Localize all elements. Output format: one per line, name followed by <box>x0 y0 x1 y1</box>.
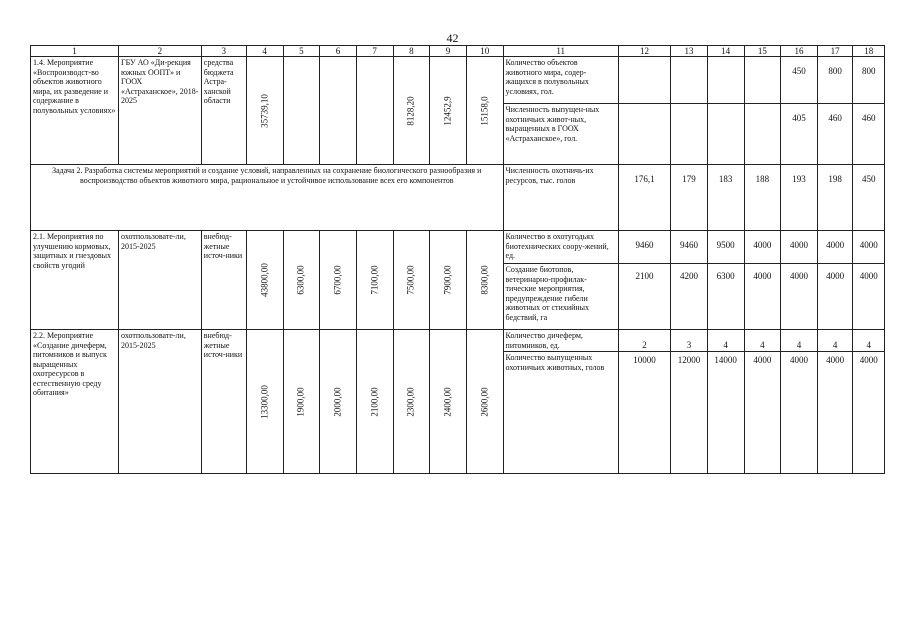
indicator-name: Численность охотничь-их ресурсов, тыс. голов <box>503 165 618 231</box>
amount-cell <box>393 231 430 330</box>
amount-cell <box>246 57 283 165</box>
indicator-name: Численность выпущен-ных охотничьих живот-ных, выращенных в ГООХ «Астраханское», гол. <box>503 104 618 165</box>
value-cell: 4 <box>817 330 853 352</box>
value-cell: 2 <box>618 330 670 352</box>
value-cell: 4000 <box>853 231 885 264</box>
measure-name: 1.4. Мероприятие «Воспроизводст-во объектов животного мира, их разведение и содержание в полувольных условиях» <box>31 57 119 165</box>
col-header: 10 <box>466 46 503 57</box>
value-cell: 4 <box>781 330 818 352</box>
executor: охотпользовате-ли, 2015-2025 <box>119 330 202 474</box>
col-header: 13 <box>671 46 708 57</box>
col-header: 1 <box>31 46 119 57</box>
amount-cell <box>393 57 430 165</box>
col-header: 4 <box>246 46 283 57</box>
value-cell: 176,1 <box>618 165 670 231</box>
value-cell: 198 <box>817 165 853 231</box>
col-header: 15 <box>744 46 781 57</box>
amount-value: 15158,0 <box>478 95 489 126</box>
value-cell: 2100 <box>618 264 670 330</box>
funding-source: внебюд-жетные источ-ники <box>201 330 246 474</box>
col-header: 9 <box>430 46 467 57</box>
empty-cell <box>707 57 744 104</box>
value-cell: 450 <box>853 165 885 231</box>
empty-cell <box>356 57 393 165</box>
amount-cell <box>430 231 467 330</box>
value-cell: 800 <box>817 57 853 104</box>
table-row <box>31 57 885 104</box>
amount-cell <box>283 330 320 474</box>
executor: ГБУ АО «Ди-рекция южных ООПТ» и ГООХ «Астраханское», 2018-2025 <box>119 57 202 165</box>
amount-value: 6700,00 <box>332 265 343 295</box>
value-cell: 460 <box>817 104 853 165</box>
value-cell: 4000 <box>781 231 818 264</box>
value-cell: 4000 <box>781 264 818 330</box>
value-cell: 800 <box>853 57 885 104</box>
value-cell: 14000 <box>707 352 744 474</box>
table-row <box>31 231 885 264</box>
empty-cell <box>744 104 781 165</box>
indicator-name: Создание биотопов, ветеринарно-профилак-тические мероприятия, предупреждение гибели животных от стихийных бедствий, га <box>503 264 618 330</box>
header-row <box>31 46 885 57</box>
empty-cell <box>744 57 781 104</box>
value-cell: 4000 <box>853 352 885 474</box>
amount-value: 2600,00 <box>478 386 489 417</box>
col-header: 14 <box>707 46 744 57</box>
value-cell: 179 <box>671 165 708 231</box>
col-header: 12 <box>618 46 670 57</box>
amount-value: 7900,00 <box>442 265 453 295</box>
funding-source: внебюд-жетные источ-ники <box>201 231 246 330</box>
indicator-name: Количество в охотугодьях биотехнических соору-жений, ед. <box>503 231 618 264</box>
value-cell: 12000 <box>671 352 708 474</box>
measure-name: 2.1. Мероприятия по улучшению кормовых, защитных и гнездовых свойств угодий <box>31 231 119 330</box>
col-header: 8 <box>393 46 430 57</box>
amount-cell <box>430 330 467 474</box>
empty-cell <box>618 104 670 165</box>
value-cell: 405 <box>781 104 818 165</box>
value-cell: 9460 <box>618 231 670 264</box>
funding-source: средства бюджета Астра-ханской области <box>201 57 246 165</box>
value-cell: 4000 <box>817 352 853 474</box>
amount-cell <box>430 57 467 165</box>
indicator-name: Количество объектов животного мира, содер-жащихся в полувольных условиях, гол. <box>503 57 618 104</box>
value-cell: 4200 <box>671 264 708 330</box>
value-cell: 4 <box>707 330 744 352</box>
task-row <box>31 165 885 231</box>
col-header: 18 <box>853 46 885 57</box>
value-cell: 188 <box>744 165 781 231</box>
col-header: 16 <box>781 46 818 57</box>
task-title: Задача 2. Разработка системы мероприятий и создание условий, направленных на сохранение биологического разнообразия и воспроизводство объектов животного мира, рациональное и устойчивое использование всех его компонентов <box>31 165 504 231</box>
col-header: 6 <box>320 46 357 57</box>
amount-cell <box>246 231 283 330</box>
value-cell: 9500 <box>707 231 744 264</box>
amount-value: 43800,00 <box>258 263 269 297</box>
amount-cell <box>320 330 357 474</box>
amount-cell <box>466 57 503 165</box>
value-cell: 9460 <box>671 231 708 264</box>
value-cell: 4000 <box>853 264 885 330</box>
col-header: 7 <box>356 46 393 57</box>
col-header: 2 <box>119 46 202 57</box>
amount-value: 6300,00 <box>295 265 306 295</box>
amount-cell <box>466 330 503 474</box>
indicator-name: Количество дичеферм, питомников, ед. <box>503 330 618 352</box>
value-cell: 4 <box>744 330 781 352</box>
amount-value: 2100,00 <box>368 386 379 417</box>
empty-cell <box>671 104 708 165</box>
value-cell: 4000 <box>817 264 853 330</box>
amount-cell <box>356 231 393 330</box>
value-cell: 4000 <box>781 352 818 474</box>
value-cell: 4000 <box>817 231 853 264</box>
value-cell: 6300 <box>707 264 744 330</box>
amount-value: 2400,00 <box>442 386 453 417</box>
amount-value: 8300,00 <box>478 265 489 295</box>
amount-value: 13300,00 <box>258 384 269 419</box>
amount-cell <box>246 330 283 474</box>
indicator-name: Количество выпущенных охотничьих животных, голов <box>503 352 618 474</box>
amount-value: 2000,00 <box>332 386 343 417</box>
empty-cell <box>671 57 708 104</box>
executor: охотпользовате-ли, 2015-2025 <box>119 231 202 330</box>
amount-value: 12452,9 <box>442 95 453 126</box>
value-cell: 4000 <box>744 231 781 264</box>
table-row <box>31 330 885 352</box>
value-cell: 10000 <box>618 352 670 474</box>
value-cell: 450 <box>781 57 818 104</box>
empty-cell <box>618 57 670 104</box>
amount-value: 2300,00 <box>405 386 416 417</box>
empty-cell <box>707 104 744 165</box>
col-header: 17 <box>817 46 853 57</box>
value-cell: 183 <box>707 165 744 231</box>
amount-value: 7100,00 <box>368 265 379 295</box>
col-header: 5 <box>283 46 320 57</box>
measure-name: 2.2. Мероприятие «Создание дичеферм, питомников и выпуск выращенных охотресурсов в естественную среду обитания» <box>31 330 119 474</box>
page-number: 42 <box>446 31 459 45</box>
amount-value: 7500,00 <box>405 265 416 295</box>
value-cell: 4000 <box>744 352 781 474</box>
col-header: 3 <box>201 46 246 57</box>
amount-cell <box>356 330 393 474</box>
amount-cell <box>283 231 320 330</box>
amount-value: 1900,00 <box>295 386 306 417</box>
amount-value: 35739,10 <box>258 93 269 128</box>
program-table <box>30 45 885 474</box>
amount-cell <box>393 330 430 474</box>
value-cell: 4000 <box>744 264 781 330</box>
value-cell: 193 <box>781 165 818 231</box>
amount-value: 8128,20 <box>405 95 416 126</box>
empty-cell <box>320 57 357 165</box>
value-cell: 4 <box>853 330 885 352</box>
amount-cell <box>320 231 357 330</box>
empty-cell <box>283 57 320 165</box>
amount-cell <box>466 231 503 330</box>
value-cell: 460 <box>853 104 885 165</box>
value-cell: 3 <box>671 330 708 352</box>
col-header: 11 <box>503 46 618 57</box>
